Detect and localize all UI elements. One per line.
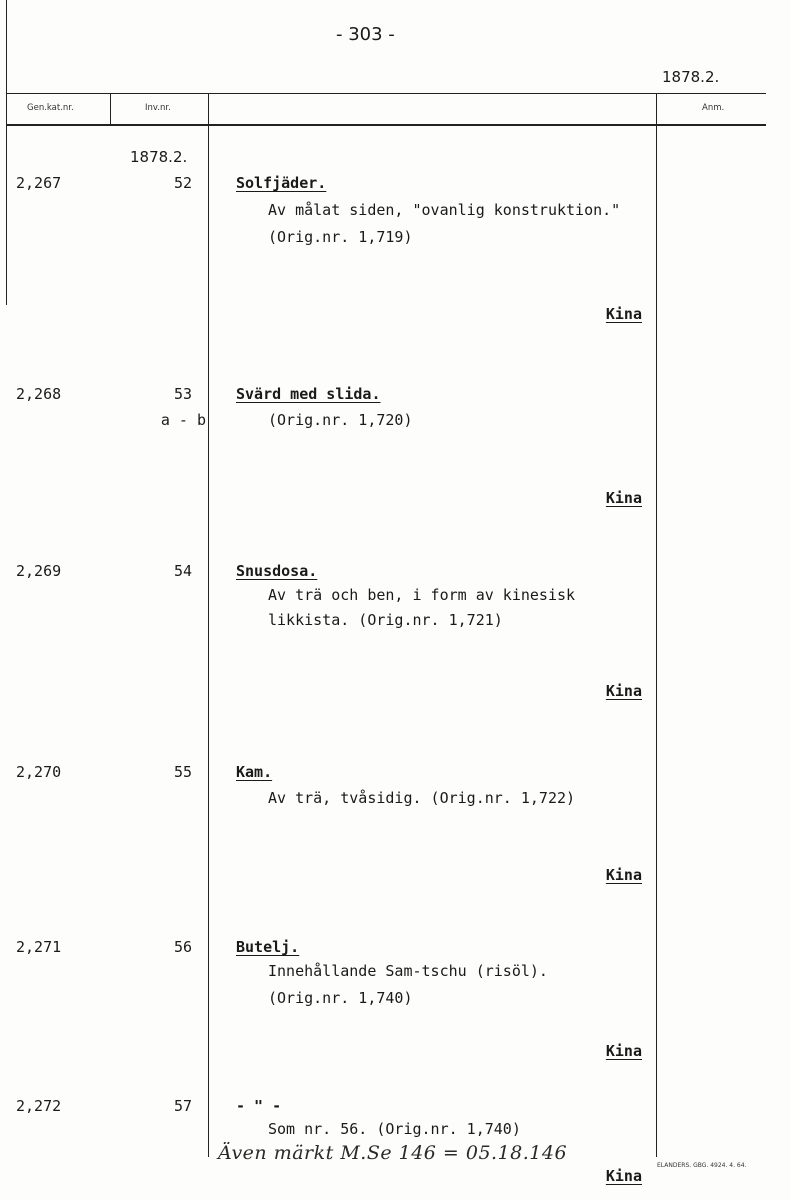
entry-description: Av trä, tvåsidig. (Orig.nr. 1,722) bbox=[268, 789, 576, 807]
gen-kat-nr: 2,269 bbox=[16, 562, 62, 580]
gen-kat-nr: 2,268 bbox=[16, 385, 62, 403]
entry-origin: Kina bbox=[605, 1167, 642, 1185]
entry-origin: Kina bbox=[605, 305, 642, 323]
gen-kat-nr: 2,271 bbox=[16, 938, 62, 956]
column-header-anm: Anm. bbox=[702, 103, 725, 113]
entry-description: Av målat siden, "ovanlig konstruktion." bbox=[268, 201, 621, 219]
column-divider-inv-desc bbox=[208, 93, 209, 1157]
header-top-rule bbox=[6, 93, 766, 94]
entry-origin: Kina bbox=[605, 682, 642, 700]
inv-nr: 53 bbox=[173, 385, 192, 403]
entry-description: (Orig.nr. 1,719) bbox=[268, 228, 413, 246]
entry-origin: Kina bbox=[605, 489, 642, 507]
entry-description: Som nr. 56. (Orig.nr. 1,740) bbox=[268, 1120, 521, 1138]
entry-origin: Kina bbox=[605, 1042, 642, 1060]
column-divider-desc-anm bbox=[656, 93, 657, 1157]
header-bottom-rule bbox=[6, 124, 766, 126]
page-number: - 303 - bbox=[336, 24, 395, 45]
entry-title: Svärd med slida. bbox=[236, 385, 381, 403]
gen-kat-nr: 2,272 bbox=[16, 1097, 62, 1115]
entry-origin: Kina bbox=[605, 866, 642, 884]
entry-title: Kam. bbox=[236, 763, 273, 781]
entry-title: Solfjäder. bbox=[236, 174, 327, 192]
inv-nr: 57 bbox=[173, 1097, 192, 1115]
column-header-gen: Gen.kat.nr. bbox=[27, 103, 74, 113]
gen-kat-nr: 2,270 bbox=[16, 763, 62, 781]
inv-nr: 54 bbox=[173, 562, 192, 580]
entry-description: (Orig.nr. 1,740) bbox=[268, 989, 413, 1007]
inv-nr: 56 bbox=[173, 938, 192, 956]
page-year: 1878.2. bbox=[662, 68, 720, 86]
entry-title: Butelj. bbox=[236, 938, 300, 956]
inv-nr-sub: a - b bbox=[160, 411, 206, 429]
entry-description: (Orig.nr. 1,720) bbox=[268, 411, 413, 429]
left-border bbox=[6, 0, 7, 305]
entry-description: likkista. (Orig.nr. 1,721) bbox=[268, 611, 503, 629]
gen-kat-nr: 2,267 bbox=[16, 174, 62, 192]
column-divider-gen-inv bbox=[110, 93, 111, 125]
column-header-inv: Inv.nr. bbox=[145, 103, 171, 113]
printer-mark: ELANDERS. GBG. 4924. 4. 64. bbox=[657, 1162, 747, 1169]
entry-title-ditto: - " - bbox=[236, 1097, 282, 1115]
entry-description: Innehållande Sam-tschu (risöl). bbox=[268, 962, 548, 980]
entry-year: 1878.2. bbox=[130, 148, 188, 166]
entry-title: Snusdosa. bbox=[236, 562, 318, 580]
inv-nr: 52 bbox=[173, 174, 192, 192]
inv-nr: 55 bbox=[173, 763, 192, 781]
entry-description: Av trä och ben, i form av kinesisk bbox=[268, 586, 576, 604]
handwritten-note: Även märkt M.Se 146 = 05.18.146 bbox=[218, 1142, 568, 1164]
